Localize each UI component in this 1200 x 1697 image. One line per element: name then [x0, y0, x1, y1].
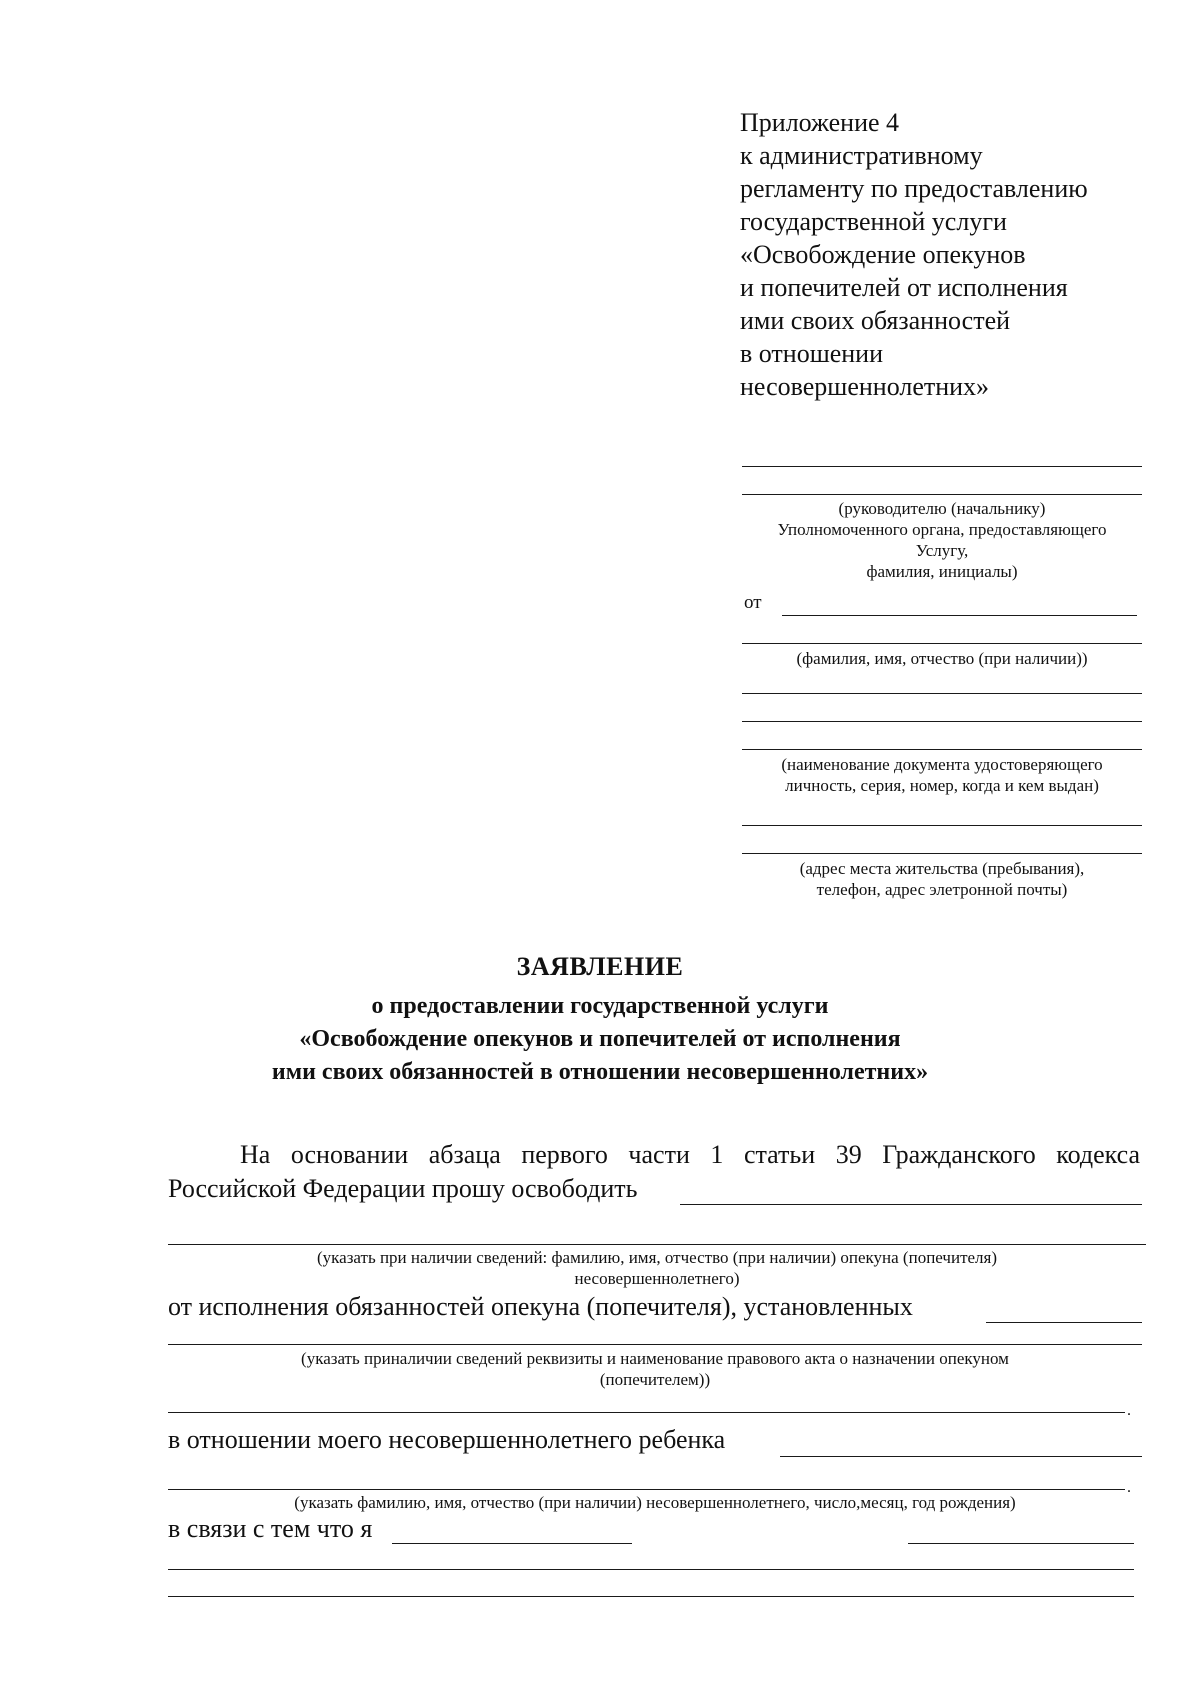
body-paragraph-2: от исполнения обязанностей опекуна (попечителя), установленных: [168, 1292, 913, 1321]
caption-doc-1: (наименование документа удостоверяющего: [781, 755, 1103, 774]
legal-act-field-3[interactable]: [168, 1412, 1125, 1413]
guardian-name-field[interactable]: [680, 1204, 1142, 1205]
reason-field-3[interactable]: [168, 1569, 1134, 1570]
caption-head-3: Услугу,: [915, 541, 969, 560]
caption-head-2: Уполномоченного органа, предоставляющего: [777, 520, 1107, 539]
child-name-field[interactable]: [780, 1456, 1142, 1457]
annex-line: ими своих обязанностей: [740, 306, 1011, 335]
annex-line: государственной услуги: [740, 207, 1007, 236]
period-mark: .: [1127, 1479, 1131, 1496]
legal-act-field-2[interactable]: [168, 1344, 1142, 1345]
title-subline-1: о предоставлении государственной услуги: [371, 993, 829, 1019]
from-name-field[interactable]: [782, 615, 1137, 616]
child-caption: (указать фамилию, имя, отчество (при наличии) несовершеннолетнего, число,месяц, год рождения): [294, 1493, 1016, 1512]
caption2-line-2: (попечителем)): [599, 1370, 711, 1389]
from-name-field-2[interactable]: [742, 643, 1142, 644]
caption2-line-1: (указать приналичии сведений реквизиты и наименование правового акта о назначении опекуном: [301, 1349, 1009, 1368]
annex-line: и попечителей от исполнения: [740, 273, 1068, 302]
period-mark: .: [1127, 1402, 1131, 1419]
reason-field-2[interactable]: [908, 1543, 1134, 1544]
caption-addr-2: телефон, адрес элетронной почты): [816, 880, 1068, 899]
body-paragraph-1-line-1: На основании абзаца первого части 1 статьи 39 Гражданского кодекса: [240, 1140, 1140, 1169]
annex-line: несовершеннолетних»: [740, 372, 990, 401]
reason-field-1[interactable]: [392, 1543, 632, 1544]
title-subline-2: «Освобождение опекунов и попечителей от исполнения: [299, 1026, 901, 1052]
annex-line: в отношении: [740, 339, 884, 368]
addressee-caption: [742, 498, 1142, 582]
guardian-caption: [168, 1247, 1146, 1289]
caption-doc-2: личность, серия, номер, когда и кем выдан): [785, 776, 1099, 795]
id-doc-caption: [742, 754, 1142, 796]
address-line-2[interactable]: [742, 853, 1142, 854]
reason-field-4[interactable]: [168, 1596, 1134, 1597]
id-doc-line-1[interactable]: [742, 693, 1142, 694]
name-caption: (фамилия, имя, отчество (при наличии)): [796, 649, 1088, 668]
id-doc-line-3[interactable]: [742, 749, 1142, 750]
from-label: от: [744, 592, 762, 613]
body-paragraph-1-line-2: Российской Федерации прошу освободить: [168, 1174, 638, 1203]
legal-act-caption: [168, 1348, 1142, 1390]
document-title: ЗАЯВЛЕНИЕ: [516, 952, 684, 981]
title-subline-3: ими своих обязанностей в отношении несовершеннолетних»: [271, 1059, 929, 1085]
addressee-blank-line-1[interactable]: [742, 466, 1142, 467]
caption1-line-1: (указать при наличии сведений: фамилию, имя, отчество (при наличии) опекуна (попечителя): [316, 1248, 998, 1267]
caption-addr-1: (адрес места жительства (пребывания),: [799, 859, 1085, 878]
addressee-blank-line-2[interactable]: [742, 494, 1142, 495]
annex-block: [740, 106, 1160, 403]
body-paragraph-4: в связи с тем что я: [168, 1514, 373, 1543]
address-caption: [742, 858, 1142, 900]
id-doc-line-2[interactable]: [742, 721, 1142, 722]
child-name-field-2[interactable]: [168, 1489, 1125, 1490]
caption-head-1: (руководителю (начальнику): [838, 499, 1046, 518]
caption1-line-2: несовершеннолетнего): [574, 1269, 740, 1288]
annex-line: к административному: [740, 141, 983, 170]
guardian-name-field-2[interactable]: [168, 1244, 1146, 1245]
legal-act-field[interactable]: [986, 1322, 1142, 1323]
annex-line: регламенту по предоставлению: [740, 174, 1088, 203]
annex-line: Приложение 4: [740, 108, 900, 137]
body-paragraph-3: в отношении моего несовершеннолетнего ребенка: [168, 1425, 726, 1454]
caption-head-4: фамилия, инициалы): [866, 562, 1018, 581]
address-line-1[interactable]: [742, 825, 1142, 826]
annex-line: «Освобождение опекунов: [740, 240, 1026, 269]
